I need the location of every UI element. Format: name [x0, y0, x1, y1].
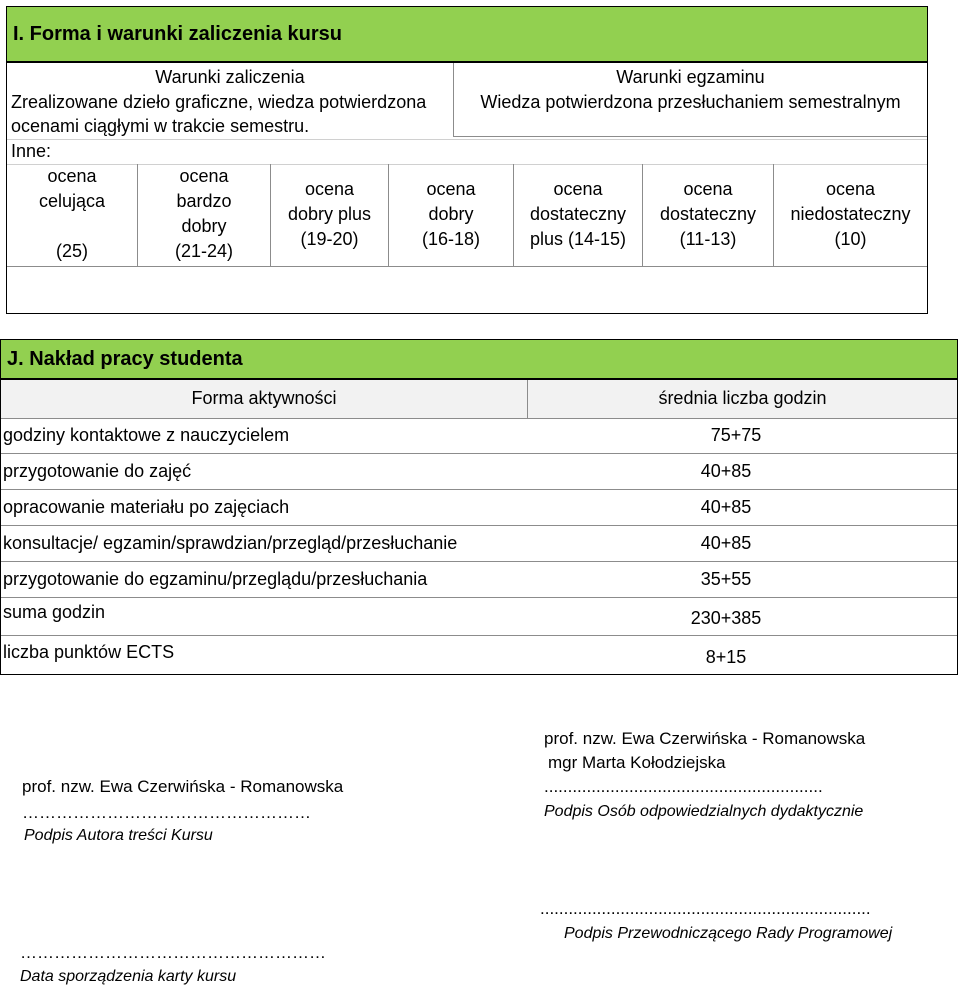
row-value: 8+15 — [705, 647, 747, 667]
row-label: konsultacje/ egzamin/sprawdzian/przegląd/przesłuchanie — [3, 533, 458, 553]
row-label: liczba punktów ECTS — [3, 642, 175, 662]
grade-cell — [514, 164, 642, 264]
grade-cell — [7, 164, 137, 264]
grade-line: ocena — [304, 178, 355, 199]
author-signature-caption: Podpis Autora treści Kursu — [24, 827, 213, 844]
table-row — [1, 562, 957, 598]
right-header: Warunki egzaminu — [616, 67, 765, 87]
hours-column-header: średnia liczba godzin — [658, 388, 827, 408]
grade-line: dobry — [428, 203, 474, 224]
section-j-title — [0, 339, 958, 379]
right-conditions-cell — [454, 63, 927, 136]
grade-cell — [774, 164, 927, 264]
responsible-signature-caption: Podpis Osób odpowiedzialnych dydaktycznie — [544, 803, 864, 820]
grade-line: ocena — [179, 166, 229, 186]
grade-line: celująca — [38, 191, 106, 211]
grade-line: (11-13) — [679, 228, 737, 249]
table-row — [1, 526, 957, 562]
grade-line: ocena — [426, 178, 476, 199]
table-row — [1, 598, 957, 636]
workload-header-row — [1, 380, 957, 419]
grade-line: dobry — [181, 216, 227, 236]
section-i-title — [6, 6, 928, 62]
section-j-title-text: J. Nakład pracy studenta — [7, 347, 243, 370]
grade-line: dostateczny — [529, 203, 627, 224]
row-label: suma godzin — [3, 602, 106, 622]
author-name: prof. nzw. Ewa Czerwińska - Romanowska — [22, 777, 344, 796]
grades-row — [7, 164, 927, 267]
grade-line: (25) — [55, 241, 88, 261]
conditions-table — [6, 62, 928, 314]
other-label: Inne: — [11, 141, 52, 161]
grade-cell — [271, 164, 388, 264]
grade-line: (16-18) — [421, 228, 481, 249]
grade-cell — [643, 164, 773, 264]
grade-line: ocena — [683, 178, 733, 199]
grade-cell — [138, 164, 270, 264]
row-label: przygotowanie do egzaminu/przeglądu/przesłuchania — [3, 569, 428, 589]
activity-column-header: Forma aktywności — [191, 388, 337, 408]
table-row — [1, 454, 957, 490]
left-text-line-1: Zrealizowane dzieło graficzne, wiedza potwierdzona — [11, 92, 427, 112]
left-conditions-cell — [7, 63, 453, 163]
divider-horizontal — [7, 139, 927, 140]
grade-line: (19-20) — [300, 228, 359, 249]
right-text: Wiedza potwierdzona przesłuchaniem semestralnym — [480, 92, 901, 112]
grade-line: ocena — [825, 178, 876, 199]
date-caption: Data sporządzenia karty kursu — [20, 968, 237, 985]
grade-line: plus (14-15) — [529, 228, 627, 249]
chair-signature-caption: Podpis Przewodniczącego Rady Programowej — [564, 925, 893, 942]
row-label: opracowanie materiału po zajęciach — [3, 497, 290, 517]
row-label: godziny kontaktowe z nauczycielem — [3, 425, 290, 445]
left-header: Warunki zaliczenia — [155, 67, 305, 87]
grade-line: ocena — [553, 178, 603, 199]
left-text-line-2: ocenami ciągłymi w trakcie semestru. — [11, 116, 310, 136]
row-value: 75+75 — [710, 425, 762, 445]
grade-line: bardzo — [176, 191, 232, 211]
grade-line: ocena — [47, 166, 97, 186]
responsible-name-2: mgr Marta Kołodziejska — [548, 753, 726, 772]
table-row — [1, 490, 957, 526]
grade-line: dostateczny — [659, 203, 757, 224]
responsible-signature-line: ........................................................... — [544, 777, 823, 796]
section-i-title-text: I. Forma i warunki zaliczenia kursu — [13, 22, 342, 45]
row-value: 230+385 — [690, 608, 762, 628]
table-row — [1, 418, 957, 454]
date-line: ……………………………………………… — [20, 943, 326, 962]
grade-cell — [389, 164, 513, 264]
row-value: 40+85 — [700, 497, 752, 517]
workload-table — [0, 379, 958, 675]
divider-horizontal — [453, 136, 927, 137]
row-value: 35+55 — [700, 569, 752, 589]
grade-line: (21-24) — [174, 241, 234, 261]
grade-line: dobry plus — [287, 203, 372, 224]
workload-rows — [1, 418, 957, 674]
row-value: 40+85 — [700, 461, 752, 481]
row-value: 40+85 — [700, 533, 752, 553]
table-row — [1, 636, 957, 674]
author-signature-line: …………………………………………… — [22, 803, 311, 822]
row-label: przygotowanie do zajęć — [3, 461, 192, 481]
responsible-name-1: prof. nzw. Ewa Czerwińska - Romanowska — [544, 729, 866, 748]
chair-signature-line: ...................................................................... — [540, 899, 871, 918]
grade-line: (10) — [834, 228, 867, 249]
grade-line: niedostateczny — [790, 203, 911, 224]
